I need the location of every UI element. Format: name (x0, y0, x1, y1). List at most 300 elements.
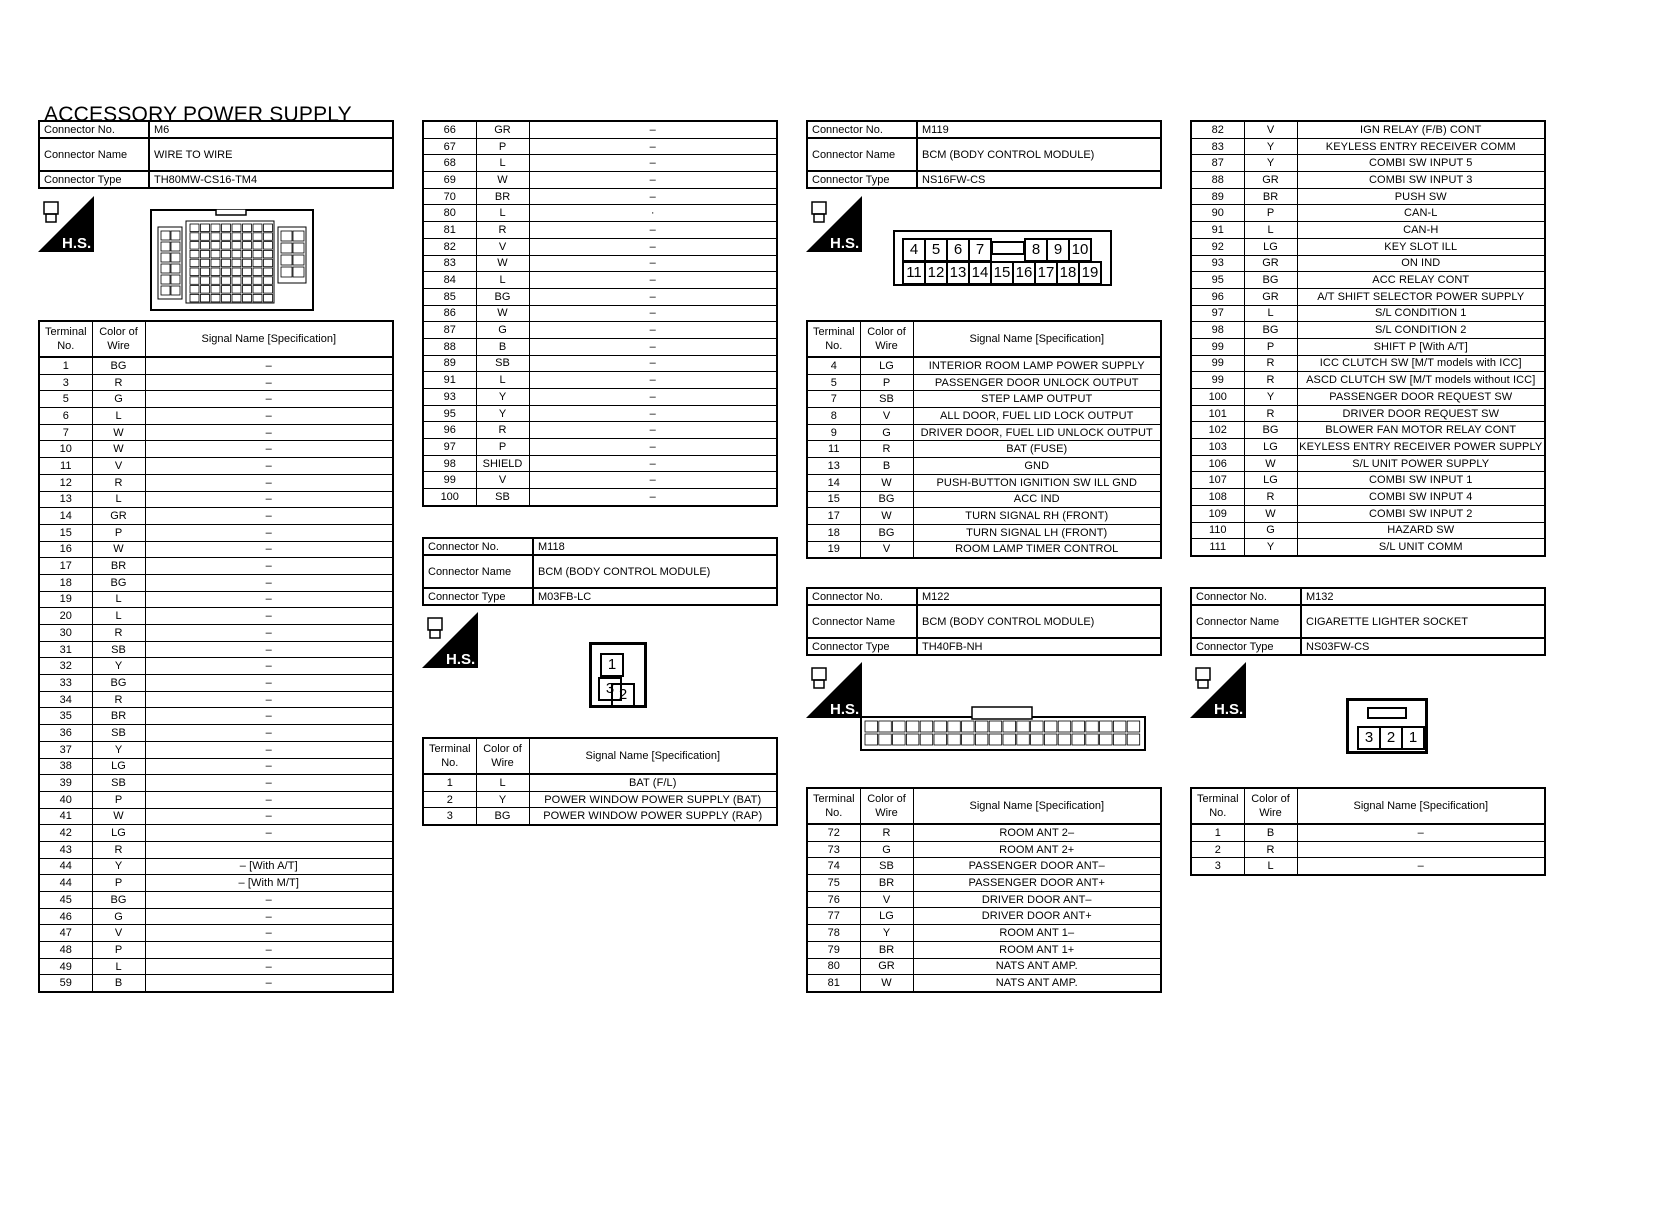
signal-name-cell: – (145, 491, 393, 508)
m118-connector-type: M03FB-LC (533, 588, 777, 605)
terminal-cell: 35 (39, 708, 92, 725)
table-row (807, 958, 1161, 975)
wire-color-cell: R (1244, 355, 1297, 372)
wire-color-cell: V (476, 238, 529, 255)
terminal-cell: 3 (1191, 858, 1244, 875)
table-row (423, 155, 777, 172)
signal-name-cell: BAT (FUSE) (913, 441, 1161, 458)
wire-color-cell: P (476, 439, 529, 456)
terminal-cell: 99 (1191, 338, 1244, 355)
signal-name-cell: – (145, 675, 393, 692)
signal-name-cell: BAT (F/L) (529, 774, 777, 791)
m119-pin (990, 238, 1026, 258)
wire-color-cell: Y (92, 658, 145, 675)
wire-color-cell: BG (860, 524, 913, 541)
m119-pin: 19 (1078, 261, 1102, 285)
table-row (807, 858, 1161, 875)
signal-name-cell: – (529, 472, 777, 489)
m6-terminal-table-continued (422, 120, 778, 507)
wire-color-cell: W (92, 541, 145, 558)
table-row (1191, 405, 1545, 422)
signal-name-cell: – (145, 975, 393, 992)
table-row (1191, 255, 1545, 272)
terminal-cell: 19 (807, 541, 860, 558)
wire-color-cell: L (1244, 858, 1297, 875)
wire-color-cell: SB (92, 775, 145, 792)
table-row (39, 474, 393, 491)
m132-pin: 3 (1357, 726, 1381, 750)
signal-name-cell: S/L UNIT POWER SUPPLY (1297, 455, 1545, 472)
terminal-cell: 45 (39, 892, 92, 909)
signal-name-cell: – (1297, 824, 1545, 841)
signal-name-cell: – (529, 322, 777, 339)
wire-color-cell: P (92, 875, 145, 892)
table-row (39, 357, 393, 374)
wire-color-cell: LG (1244, 439, 1297, 456)
signal-name-cell: – (145, 725, 393, 742)
m119-key-slot (991, 241, 1025, 255)
m132-connector-info: Connector No. M132 Connector Name CIGARETTE LIGHTER SOCKET Connector Type NS03FW-CS (1190, 587, 1546, 656)
signal-name-cell: IGN RELAY (F/B) CONT (1297, 121, 1545, 138)
terminal-cell: 13 (807, 458, 860, 475)
signal-name-cell: PASSENGER DOOR REQUEST SW (1297, 389, 1545, 406)
wire-color-cell: P (1244, 205, 1297, 222)
wire-color-cell: P (860, 374, 913, 391)
signal-name-cell: NATS ANT AMP. (913, 975, 1161, 992)
table-row (39, 892, 393, 909)
terminal-cell: 39 (39, 775, 92, 792)
terminal-cell: 33 (39, 675, 92, 692)
terminal-cell: 5 (39, 391, 92, 408)
table-row (423, 791, 777, 808)
terminal-cell: 44 (39, 875, 92, 892)
m132-connector-no: M132 (1301, 588, 1545, 605)
table-row (39, 841, 393, 858)
m118-connector-info: Connector No. M118 Connector Name BCM (BODY CONTROL MODULE) Connector Type M03FB-LC (422, 537, 778, 606)
table-row (39, 741, 393, 758)
wire-color-cell: R (1244, 841, 1297, 858)
wire-color-cell: R (1244, 489, 1297, 506)
signal-name-cell: – (529, 138, 777, 155)
hs-icon (806, 662, 862, 718)
wire-color-cell: SB (92, 641, 145, 658)
wire-color-cell: W (476, 305, 529, 322)
table-row (1191, 305, 1545, 322)
terminal-cell: 1 (423, 774, 476, 791)
m6-connector-name: WIRE TO WIRE (149, 138, 393, 171)
signal-name-cell (1297, 841, 1545, 858)
table-row (39, 591, 393, 608)
wire-color-cell: V (860, 541, 913, 558)
table-row (807, 841, 1161, 858)
wire-color-cell: W (476, 172, 529, 189)
m122-table-body (807, 824, 1161, 992)
wire-color-cell: BR (476, 188, 529, 205)
wire-color-cell: P (476, 138, 529, 155)
m119-pin: 13 (946, 261, 970, 285)
signal-name-cell: – (145, 374, 393, 391)
signal-name-cell: COMBI SW INPUT 4 (1297, 489, 1545, 506)
table-row (1191, 858, 1545, 875)
table-row (1191, 439, 1545, 456)
wire-color-cell: V (476, 472, 529, 489)
table-row (807, 824, 1161, 841)
terminal-cell: 2 (423, 791, 476, 808)
signal-name-cell: – [With M/T] (145, 875, 393, 892)
table-row (39, 675, 393, 692)
wire-color-cell: P (92, 791, 145, 808)
table-row (1191, 238, 1545, 255)
m119-pin: 14 (968, 261, 992, 285)
table-row (1191, 472, 1545, 489)
wire-color-cell: W (92, 424, 145, 441)
terminal-cell: 103 (1191, 439, 1244, 456)
table-row (39, 925, 393, 942)
signal-name-cell: – (145, 591, 393, 608)
table-row (423, 405, 777, 422)
wire-color-cell: V (92, 925, 145, 942)
wire-color-cell: Y (1244, 155, 1297, 172)
terminal-cell: 89 (423, 355, 476, 372)
wire-color-cell: L (476, 372, 529, 389)
table-row (423, 205, 777, 222)
table-row (39, 458, 393, 475)
terminal-cell: 81 (423, 222, 476, 239)
table-row (1191, 288, 1545, 305)
table-row (807, 441, 1161, 458)
table-row (807, 508, 1161, 525)
m122-terminal-table: Terminal No. Color of Wire Signal Name [Specification] 72 R ROOM ANT 2– 73 G ROOM ANT 2+ 74 SB PASSENGER DOOR ANT– 75 BR PASSENGER DOOR ANT+ 76 V DRIVER DOOR ANT– 77 LG DRIVER DOOR ANT+ 78 Y ROOM ANT 1– 79 BR ROOM ANT 1+ 80 GR NATS ANT AMP. 81 W NATS ANT AMP. (806, 787, 1162, 993)
wire-color-cell: W (92, 441, 145, 458)
signal-name-cell: – (145, 408, 393, 425)
terminal-cell: 99 (1191, 372, 1244, 389)
m6-table-body (39, 357, 393, 992)
wire-color-cell: R (476, 422, 529, 439)
table-row (39, 608, 393, 625)
signal-name-cell: POWER WINDOW POWER SUPPLY (RAP) (529, 808, 777, 825)
signal-name-cell: ROOM ANT 1+ (913, 941, 1161, 958)
terminal-cell: 87 (1191, 155, 1244, 172)
terminal-cell: 13 (39, 491, 92, 508)
wire-color-cell: BG (92, 357, 145, 374)
signal-name-cell: – (529, 172, 777, 189)
signal-name-cell: – (529, 222, 777, 239)
signal-name-cell: – (529, 255, 777, 272)
terminal-cell: 69 (423, 172, 476, 189)
m6-connector-info: Connector No. M6 Connector Name WIRE TO WIRE Connector Type TH80MW-CS16-TM4 (38, 120, 394, 189)
table-row (1191, 138, 1545, 155)
wire-color-cell: P (92, 524, 145, 541)
table-row (423, 372, 777, 389)
signal-name-cell: – (145, 558, 393, 575)
table-row (807, 458, 1161, 475)
terminal-cell: 7 (807, 391, 860, 408)
table-row (807, 908, 1161, 925)
signal-name-cell: ACC RELAY CONT (1297, 272, 1545, 289)
m119-pin: 9 (1046, 238, 1070, 262)
wire-color-cell: BR (860, 875, 913, 892)
table-row (423, 222, 777, 239)
terminal-cell: 12 (39, 474, 92, 491)
wire-color-cell: L (476, 774, 529, 791)
table-row (423, 422, 777, 439)
signal-name-cell: – (145, 474, 393, 491)
table-row (1191, 272, 1545, 289)
signal-name-cell: PASSENGER DOOR UNLOCK OUTPUT (913, 374, 1161, 391)
signal-name-cell: – (145, 574, 393, 591)
table-row (1191, 505, 1545, 522)
terminal-cell: 73 (807, 841, 860, 858)
wire-color-cell: Y (1244, 539, 1297, 556)
m119-pin: 4 (902, 238, 926, 262)
wire-color-cell: BG (92, 892, 145, 909)
table-row (1191, 188, 1545, 205)
terminal-cell: 78 (807, 925, 860, 942)
svg-text:H.S.: H.S. (1214, 701, 1244, 718)
table-row (807, 524, 1161, 541)
signal-name-cell: ASCD CLUTCH SW [M/T models without ICC] (1297, 372, 1545, 389)
signal-name-cell: COMBI SW INPUT 1 (1297, 472, 1545, 489)
m119-connector-no: M119 (917, 121, 1161, 138)
signal-name-cell: – (529, 422, 777, 439)
signal-name-cell: BLOWER FAN MOTOR RELAY CONT (1297, 422, 1545, 439)
table-row (1191, 121, 1545, 138)
table-row (39, 508, 393, 525)
signal-name-cell: – [With A/T] (145, 858, 393, 875)
terminal-cell: 31 (39, 641, 92, 658)
table-row (39, 775, 393, 792)
table-row (807, 891, 1161, 908)
m119-terminal-table: Terminal No. Color of Wire Signal Name [Specification] 4 LG INTERIOR ROOM LAMP POWER SUPPLY 5 P PASSENGER DOOR UNLOCK OUTPUT 7 SB STEP LAMP OUTPUT 8 V ALL DOOR, FUEL LID LOCK OUTPUT 9 G DRIVER DOOR, FUEL LID UNLOCK OUTPUT 11 R BAT (FUSE) 13 B GND 14 W PUSH-BUTTON IGNITION SW ILL GND 15 BG ACC IND 17 W TURN SIGNAL RH (FRONT) 18 BG TURN SIGNAL LH (FRONT) 19 V ROOM LAMP TIMER CONTROL (806, 320, 1162, 559)
table-row (1191, 539, 1545, 556)
signal-name-cell: – (145, 658, 393, 675)
terminal-cell: 91 (423, 372, 476, 389)
terminal-cell: 15 (39, 524, 92, 541)
wire-color-cell: BG (92, 574, 145, 591)
signal-name-cell: – (529, 238, 777, 255)
terminal-cell: 100 (423, 489, 476, 506)
wire-color-cell: BG (476, 808, 529, 825)
terminal-cell: 8 (807, 408, 860, 425)
m122-connector-type: TH40FB-NH (917, 638, 1161, 655)
wire-color-cell: L (92, 491, 145, 508)
table-row (39, 758, 393, 775)
terminal-cell: 44 (39, 858, 92, 875)
terminal-cell: 16 (39, 541, 92, 558)
table-row (39, 491, 393, 508)
m119-connector-type: NS16FW-CS (917, 171, 1161, 188)
wire-color-cell: Y (92, 741, 145, 758)
table-row (1191, 355, 1545, 372)
terminal-cell: 95 (1191, 272, 1244, 289)
wire-color-cell: LG (860, 908, 913, 925)
signal-name-cell: A/T SHIFT SELECTOR POWER SUPPLY (1297, 288, 1545, 305)
signal-name-cell: – (529, 439, 777, 456)
signal-name-cell: – (529, 272, 777, 289)
signal-name-cell: KEYLESS ENTRY RECEIVER COMM (1297, 138, 1545, 155)
m118-pin: 2 (611, 683, 635, 707)
signal-name-cell: – (145, 925, 393, 942)
wire-color-cell: B (476, 338, 529, 355)
m119-connector-name: BCM (BODY CONTROL MODULE) (917, 138, 1161, 171)
terminal-cell: 98 (423, 455, 476, 472)
terminal-cell: 79 (807, 941, 860, 958)
signal-name-cell: TURN SIGNAL RH (FRONT) (913, 508, 1161, 525)
terminal-cell: 99 (423, 472, 476, 489)
wire-color-cell: GR (1244, 172, 1297, 189)
signal-name-cell: – (529, 372, 777, 389)
terminal-cell: 46 (39, 908, 92, 925)
table-row (807, 357, 1161, 374)
wire-color-cell: G (1244, 522, 1297, 539)
signal-name-cell: COMBI SW INPUT 2 (1297, 505, 1545, 522)
signal-name-cell: ICC CLUTCH SW [M/T models with ICC] (1297, 355, 1545, 372)
table-row (807, 391, 1161, 408)
m122-connector-info: Connector No. M122 Connector Name BCM (BODY CONTROL MODULE) Connector Type TH40FB-NH (806, 587, 1162, 656)
terminal-cell: 80 (423, 205, 476, 222)
terminal-cell: 18 (807, 524, 860, 541)
table-row (1191, 824, 1545, 841)
table-row (423, 774, 777, 791)
table-row (423, 472, 777, 489)
wire-color-cell: W (92, 808, 145, 825)
terminal-cell: 88 (1191, 172, 1244, 189)
m132-pin: 2 (1379, 726, 1403, 750)
wire-color-cell: LG (860, 357, 913, 374)
table-row (807, 941, 1161, 958)
terminal-cell: 82 (423, 238, 476, 255)
wire-color-cell: L (1244, 222, 1297, 239)
m122-connector-name: BCM (BODY CONTROL MODULE) (917, 605, 1161, 638)
table-row (39, 641, 393, 658)
terminal-cell: 97 (423, 439, 476, 456)
terminal-cell: 19 (39, 591, 92, 608)
wire-color-cell: L (92, 591, 145, 608)
wire-color-cell: BR (92, 708, 145, 725)
table-row (423, 455, 777, 472)
table-row (807, 541, 1161, 558)
wire-color-cell: BG (1244, 322, 1297, 339)
signal-name-cell: DRIVER DOOR ANT+ (913, 908, 1161, 925)
wire-color-cell: Y (476, 405, 529, 422)
terminal-cell: 82 (1191, 121, 1244, 138)
signal-name-cell: – (529, 188, 777, 205)
wire-color-cell: Y (1244, 138, 1297, 155)
terminal-cell: 3 (423, 808, 476, 825)
signal-name-cell: – (145, 524, 393, 541)
signal-name-cell: NATS ANT AMP. (913, 958, 1161, 975)
table-row (39, 691, 393, 708)
wire-color-cell: SHIELD (476, 455, 529, 472)
m119-terminal-table-continued (1190, 120, 1546, 557)
table-row (39, 374, 393, 391)
m119-connector-info: Connector No. M119 Connector Name BCM (BODY CONTROL MODULE) Connector Type NS16FW-CS (806, 120, 1162, 189)
wire-color-cell: V (92, 458, 145, 475)
signal-name-cell: – (145, 758, 393, 775)
table-row (423, 121, 777, 138)
hs-icon (38, 196, 94, 252)
wire-color-cell: R (92, 374, 145, 391)
m132-table-body (1191, 824, 1545, 875)
terminal-cell: 77 (807, 908, 860, 925)
terminal-cell: 83 (423, 255, 476, 272)
signal-name-cell: SHIFT P [With A/T] (1297, 338, 1545, 355)
m118-pin: 3 (598, 677, 622, 701)
table-row (423, 172, 777, 189)
table-row (39, 942, 393, 959)
m118-table-body (423, 774, 777, 825)
signal-name-cell: – (529, 338, 777, 355)
wire-color-cell: GR (92, 508, 145, 525)
wire-color-cell: R (92, 474, 145, 491)
table-row (1191, 841, 1545, 858)
wire-color-cell: SB (476, 355, 529, 372)
terminal-cell: 5 (807, 374, 860, 391)
wire-color-cell: P (92, 942, 145, 959)
signal-name-cell: PUSH-BUTTON IGNITION SW ILL GND (913, 474, 1161, 491)
terminal-cell: 84 (423, 272, 476, 289)
terminal-cell: 93 (423, 389, 476, 406)
terminal-cell: 17 (807, 508, 860, 525)
terminal-cell: 76 (807, 891, 860, 908)
wire-color-cell: L (476, 272, 529, 289)
terminal-cell: 74 (807, 858, 860, 875)
wire-color-cell: V (860, 408, 913, 425)
m119-pin: 15 (990, 261, 1014, 285)
signal-name-cell: – (529, 155, 777, 172)
table-row (39, 808, 393, 825)
terminal-cell: 1 (1191, 824, 1244, 841)
terminal-cell: 99 (1191, 355, 1244, 372)
table-row (807, 491, 1161, 508)
wire-color-cell: BG (860, 491, 913, 508)
table-row (807, 374, 1161, 391)
table-row (807, 875, 1161, 892)
wire-color-cell: G (92, 391, 145, 408)
table-row (423, 808, 777, 825)
wire-color-cell: B (92, 975, 145, 992)
m132-connector-type: NS03FW-CS (1301, 638, 1545, 655)
wire-color-cell: G (92, 908, 145, 925)
m132-connector-diagram (1346, 698, 1428, 754)
table-row (1191, 422, 1545, 439)
table-row (1191, 489, 1545, 506)
signal-name-cell: – (145, 441, 393, 458)
m6-connector-diagram (150, 209, 314, 311)
signal-name-cell: PASSENGER DOOR ANT– (913, 858, 1161, 875)
hs-icon (422, 612, 478, 668)
terminal-cell: 90 (1191, 205, 1244, 222)
terminal-cell: 107 (1191, 472, 1244, 489)
m118-connector-no: M118 (533, 538, 777, 555)
wire-color-cell: P (1244, 338, 1297, 355)
wire-color-cell: B (860, 458, 913, 475)
table-row (1191, 455, 1545, 472)
wire-color-cell: SB (476, 489, 529, 506)
table-row (423, 489, 777, 506)
terminal-cell: 66 (423, 121, 476, 138)
m6-terminal-table: Terminal No. Color of Wire Signal Name [Specification] 1 BG – 3 R – 5 G – 6 L – 7 W – 10 W – 11 V – 12 R – 13 L – 14 GR – 15 P – 16 W – 17 BR – 18 BG – 19 L – 20 L – 30 R – 31 SB – 32 Y – 33 BG – 34 R – 35 BR – 36 SB – 37 Y – 38 LG – 39 SB – 40 P – 41 W – 42 LG – 43 R 44 Y – [With A/T] 44 P – [With M/T] 45 BG – 46 G – 47 V – 48 P – 49 L – 59 B – (38, 320, 394, 993)
wire-color-cell: R (1244, 405, 1297, 422)
table-row (39, 541, 393, 558)
table-row (423, 272, 777, 289)
table-row (39, 708, 393, 725)
signal-name-cell: – (145, 641, 393, 658)
table-row (807, 408, 1161, 425)
signal-name-cell: STEP LAMP OUTPUT (913, 391, 1161, 408)
table-row (423, 238, 777, 255)
terminal-cell: 109 (1191, 505, 1244, 522)
